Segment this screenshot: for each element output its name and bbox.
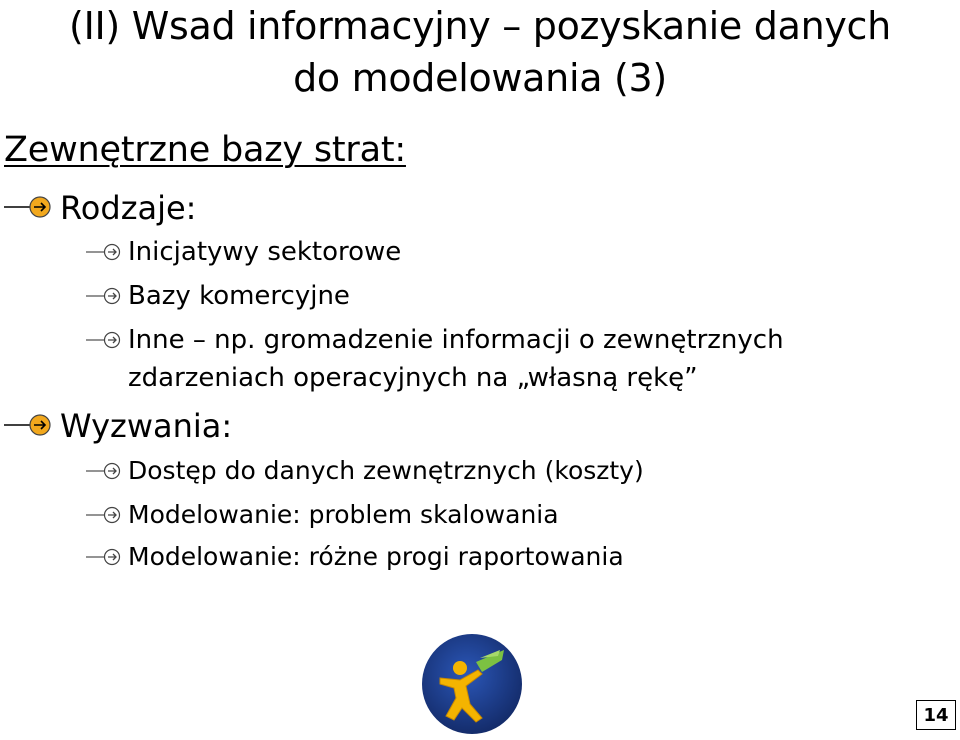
list-item-inne-continued: zdarzeniach operacyjnych na „własną rękę” (128, 363, 698, 393)
arrow-circle-outline-icon (86, 242, 122, 262)
slide-subtitle: Zewnętrzne bazy strat: (4, 130, 406, 170)
arrow-circle-outline-icon (86, 547, 122, 567)
list-item-dostep: Dostęp do danych zewnętrznych (koszty) (128, 456, 644, 485)
slide-title-line-2: do modelowania (3) (293, 56, 667, 100)
slide-title (0, 0, 960, 104)
arrow-circle-orange-icon (4, 412, 52, 438)
list-item-progi: Modelowanie: różne progi raportowania (128, 542, 624, 571)
running-figure-logo (420, 632, 524, 736)
list-item-bazy-komercyjne: Bazy komercyjne (128, 281, 350, 311)
page-number: 14 (916, 700, 956, 730)
list-item-inne: Inne – np. gromadzenie informacji o zewnętrznych (128, 325, 784, 355)
arrow-circle-outline-icon (86, 330, 122, 350)
section-heading-wyzwania: Wyzwania: (60, 407, 233, 445)
arrow-circle-outline-icon (86, 461, 122, 481)
list-item-skalowanie: Modelowanie: problem skalowania (128, 500, 559, 529)
section-heading-rodzaje: Rodzaje: (60, 189, 197, 227)
slide-title-line-1: (II) Wsad informacyjny – pozyskanie danych (69, 4, 891, 48)
arrow-circle-outline-icon (86, 505, 122, 525)
list-item-inicjatywy: Inicjatywy sektorowe (128, 237, 402, 267)
arrow-circle-orange-icon (4, 194, 52, 220)
arrow-circle-outline-icon (86, 286, 122, 306)
